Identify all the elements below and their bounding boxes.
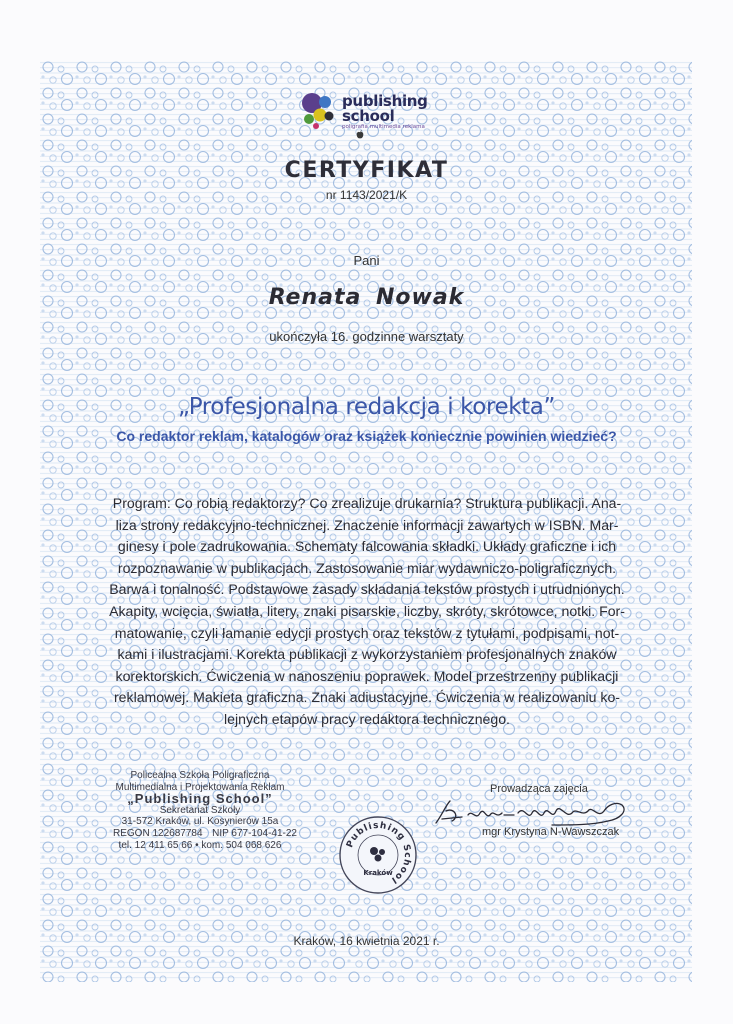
publishing-school-logo	[298, 90, 438, 140]
school-stamp-phone: tel. 12 411 65 66 • kom. 504 068 626	[118, 839, 282, 851]
completion-statement: ukończyła 16. godzinne warsztaty	[269, 329, 464, 344]
program-line: rozpoznawanie w publikacjach. Zastosowanie miar wydawniczo-poligraficznych.	[117, 559, 617, 576]
logo-circles-icon	[298, 90, 342, 134]
program-line: kami i ilustracjami. Korekta publikacji z wykorzystaniem profesjonalnych znaków	[117, 646, 617, 663]
program-line: Program: Co robią redaktorzy? Co zrealizuje drukarnia? Struktura publikacji. Ana-	[112, 495, 622, 511]
school-stamp-line: Multimedialna i Projektowania Reklam	[115, 781, 285, 793]
program-line: liza strony redakcyjno-technicznej. Znaczenie informacji zawartych w ISBN. Mar-	[115, 516, 619, 533]
issue-date: Kraków, 16 kwietnia 2021 r.	[293, 934, 440, 948]
round-school-stamp	[338, 815, 418, 895]
program-description	[88, 493, 646, 731]
logo-word-school: school	[342, 107, 395, 125]
program-line: Akapity, wcięcia, światła, litery, znaki pisarskie, liczby, skróty, skrótowce, notki. For-	[109, 602, 625, 619]
program-line: matowanie, czyli łamanie edycji prostych oraz tekstów z tytułami, podpisami, not-	[114, 624, 620, 641]
certificate-number: nr 1143/2021/K	[325, 188, 408, 202]
school-stamp-line: Sekretariat Szkoły	[159, 804, 241, 816]
school-address-stamp	[80, 770, 320, 851]
school-stamp-nip: NIP 677-104-41-22	[212, 827, 297, 839]
program-line: ginesy i pole zadrukowania. Schematy falcowania składki. Układy graficzne i ich	[117, 538, 617, 555]
logo-word-publishing: publishing	[342, 92, 428, 110]
school-stamp-line: Policealna Szkoła Poligraficzna	[130, 770, 270, 781]
round-stamp-ring-text: Publishing School	[345, 820, 413, 886]
school-stamp-name: „Publishing School”	[127, 791, 273, 807]
recipient-name: Renata Nowak	[268, 285, 465, 310]
program-line: korektorskich. Ćwiczenia w nanoszeniu poprawek. Model przestrzenny publikacji	[115, 667, 619, 684]
course-subtitle: Co redaktor reklam, katalogów oraz książek koniecznie powinien wiedzieć?	[116, 428, 617, 444]
certificate-title: CERTYFIKAT	[284, 158, 449, 183]
program-line: lejnych etapów pracy redaktora technicznego.	[224, 710, 510, 727]
lecturer-label: Prowadząca zajęcia	[490, 783, 588, 795]
round-stamp-city: Kraków	[363, 869, 393, 877]
program-line: Barwa i tonalność. Podstawowe zasady składania tekstów prostych i utrudnionych.	[109, 581, 625, 598]
salutation: Pani	[353, 253, 380, 268]
program-line: reklamowej. Makieta graficzna. Znaki adiustacyjne. Ćwiczenia w realizowaniu ko-	[113, 689, 621, 706]
course-title: „Profesjonalna redakcja i korekta”	[178, 394, 555, 420]
school-stamp-ids	[80, 828, 320, 840]
school-stamp-regon: REGON 122687784	[113, 827, 203, 839]
lecturer-name: mgr Krystyna N-Wawszczak	[482, 826, 620, 838]
apple-icon	[356, 130, 364, 139]
logo-tagline: poligrafia multimedia reklama	[342, 124, 425, 130]
school-stamp-address: 31-572 Kraków, ul. Kosynierów 15a	[121, 816, 279, 828]
